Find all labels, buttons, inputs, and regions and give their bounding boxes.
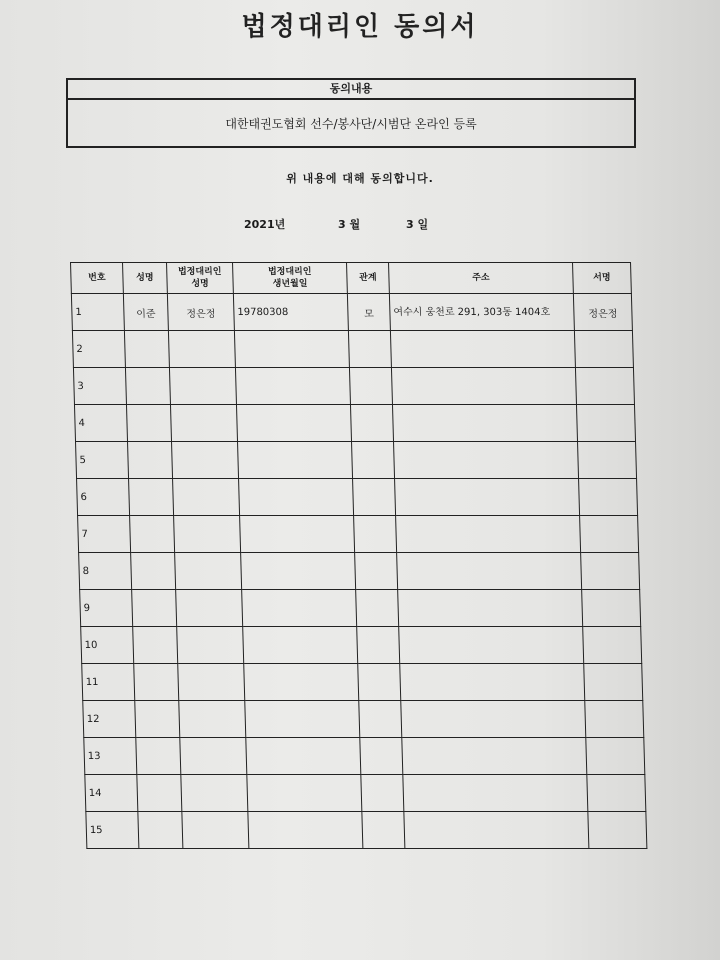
cell-signature — [588, 812, 647, 849]
cell-name — [137, 775, 182, 812]
cell-name — [125, 368, 170, 405]
row-number: 6 — [77, 479, 130, 516]
header-name: 성명 — [123, 263, 168, 294]
cell-guardian-birth — [235, 368, 350, 405]
date-year: 2021년 — [244, 218, 286, 231]
date-month: 3 월 — [338, 218, 361, 231]
cell-signature — [584, 664, 643, 701]
cell-signature — [586, 738, 645, 775]
cell-guardian-birth — [245, 701, 360, 738]
table-row — [84, 738, 645, 775]
table-row — [77, 479, 638, 516]
header-guardian-name-line1: 법정대리인 — [177, 267, 222, 277]
cell-guardian-name: 정은정 — [167, 294, 234, 331]
cell-address — [394, 442, 579, 479]
row-number: 1 — [71, 294, 124, 331]
cell-relation — [358, 664, 401, 701]
cell-signature — [585, 701, 644, 738]
table-row — [83, 701, 644, 738]
cell-guardian-birth — [244, 664, 359, 701]
cell-guardian-birth — [248, 812, 363, 849]
document-title: 법정대리인 동의서 — [241, 12, 479, 42]
header-guardian-birth-line1: 법정대리인 — [267, 267, 312, 277]
cell-address — [400, 664, 585, 701]
consent-box — [66, 78, 636, 148]
cell-guardian-birth: 19780308 — [233, 294, 348, 331]
cell-name — [131, 553, 176, 590]
cell-address: 여수시 웅천로 291, 303동 1404호 — [389, 294, 574, 331]
header-guardian-birth — [233, 263, 348, 294]
row-number: 8 — [79, 553, 132, 590]
cell-name — [126, 405, 171, 442]
header-guardian-name — [167, 263, 234, 294]
cell-name — [133, 627, 178, 664]
cell-address — [396, 516, 581, 553]
cell-address — [398, 590, 583, 627]
cell-guardian-birth — [236, 405, 351, 442]
table-row — [76, 442, 637, 479]
cell-guardian-name — [179, 701, 246, 738]
cell-guardian-name — [172, 442, 239, 479]
cell-signature — [579, 479, 638, 516]
cell-relation — [350, 405, 393, 442]
cell-signature — [575, 368, 634, 405]
cell-relation — [362, 812, 405, 849]
date-day: 3 일 — [406, 218, 429, 231]
cell-guardian-birth — [241, 553, 356, 590]
consent-header: 동의내용 — [68, 80, 634, 100]
cell-guardian-name — [174, 516, 241, 553]
row-number: 12 — [83, 701, 136, 738]
cell-name — [130, 516, 175, 553]
cell-guardian-name — [182, 812, 249, 849]
cell-relation — [357, 627, 400, 664]
cell-relation — [360, 738, 403, 775]
cell-guardian-name — [170, 405, 237, 442]
cell-signature — [582, 590, 641, 627]
table-row — [81, 627, 642, 664]
table-row — [71, 294, 632, 331]
table-row — [86, 812, 647, 849]
header-number: 번호 — [71, 263, 124, 294]
cell-guardian-birth — [243, 627, 358, 664]
cell-relation — [355, 553, 398, 590]
cell-name — [138, 812, 183, 849]
cell-guardian-name — [175, 553, 242, 590]
cell-name — [128, 442, 173, 479]
cell-guardian-name — [176, 590, 243, 627]
row-number: 2 — [72, 331, 125, 368]
row-number: 5 — [76, 442, 129, 479]
guardian-table — [70, 262, 647, 849]
cell-signature — [580, 516, 639, 553]
cell-guardian-name — [180, 738, 247, 775]
cell-relation: 모 — [347, 294, 390, 331]
cell-signature — [576, 405, 635, 442]
table-row — [78, 516, 639, 553]
consent-text: 대한태권도협회 선수/봉사단/시범단 온라인 등록 — [225, 117, 477, 131]
cell-name — [134, 664, 179, 701]
cell-guardian-name — [169, 368, 236, 405]
row-number: 11 — [82, 664, 135, 701]
cell-signature — [583, 627, 642, 664]
cell-relation — [349, 368, 392, 405]
table-row — [74, 405, 635, 442]
cell-signature — [574, 331, 633, 368]
row-number: 3 — [73, 368, 126, 405]
row-number: 4 — [74, 405, 127, 442]
row-number: 7 — [78, 516, 131, 553]
cell-relation — [353, 479, 396, 516]
cell-signature: 정은정 — [573, 294, 632, 331]
cell-address — [402, 738, 587, 775]
cell-guardian-birth — [238, 442, 353, 479]
row-number: 15 — [86, 812, 139, 849]
cell-address — [404, 812, 589, 849]
cell-guardian-birth — [240, 516, 355, 553]
cell-address — [392, 405, 577, 442]
cell-address — [397, 553, 582, 590]
row-number: 14 — [85, 775, 138, 812]
cell-name — [124, 331, 169, 368]
table-header-row — [71, 263, 632, 294]
cell-relation — [356, 590, 399, 627]
cell-address — [395, 479, 580, 516]
cell-relation — [359, 701, 402, 738]
cell-guardian-birth — [234, 331, 349, 368]
cell-guardian-name — [168, 331, 235, 368]
header-signature: 서명 — [573, 263, 632, 294]
cell-relation — [354, 516, 397, 553]
table-row — [85, 775, 646, 812]
cell-guardian-name — [181, 775, 248, 812]
cell-name — [132, 590, 177, 627]
header-guardian-birth-line2: 생년월일 — [272, 279, 308, 289]
cell-address — [391, 368, 576, 405]
cell-guardian-birth — [242, 590, 357, 627]
cell-guardian-name — [177, 627, 244, 664]
cell-signature — [587, 775, 646, 812]
cell-guardian-birth — [247, 775, 362, 812]
cell-guardian-name — [178, 664, 245, 701]
agreement-statement: 위 내용에 대해 동의합니다. — [286, 172, 434, 185]
cell-address — [403, 775, 588, 812]
header-guardian-name-line2: 성명 — [191, 279, 209, 289]
header-relation: 관계 — [347, 263, 390, 294]
row-number: 10 — [81, 627, 134, 664]
cell-address — [401, 701, 586, 738]
cell-name — [129, 479, 174, 516]
table-row — [80, 590, 641, 627]
table-row — [73, 368, 634, 405]
cell-guardian-name — [173, 479, 240, 516]
table-row — [72, 331, 633, 368]
cell-guardian-birth — [246, 738, 361, 775]
cell-address — [399, 627, 584, 664]
cell-name: 이준 — [123, 294, 168, 331]
cell-relation — [348, 331, 391, 368]
cell-signature — [578, 442, 637, 479]
cell-guardian-birth — [239, 479, 354, 516]
cell-name — [135, 701, 180, 738]
row-number: 13 — [84, 738, 137, 775]
row-number: 9 — [80, 590, 133, 627]
cell-signature — [581, 553, 640, 590]
cell-address — [390, 331, 575, 368]
header-address: 주소 — [389, 263, 574, 294]
cell-relation — [352, 442, 395, 479]
cell-relation — [361, 775, 404, 812]
table-row — [79, 553, 640, 590]
cell-name — [136, 738, 181, 775]
table-row — [82, 664, 643, 701]
